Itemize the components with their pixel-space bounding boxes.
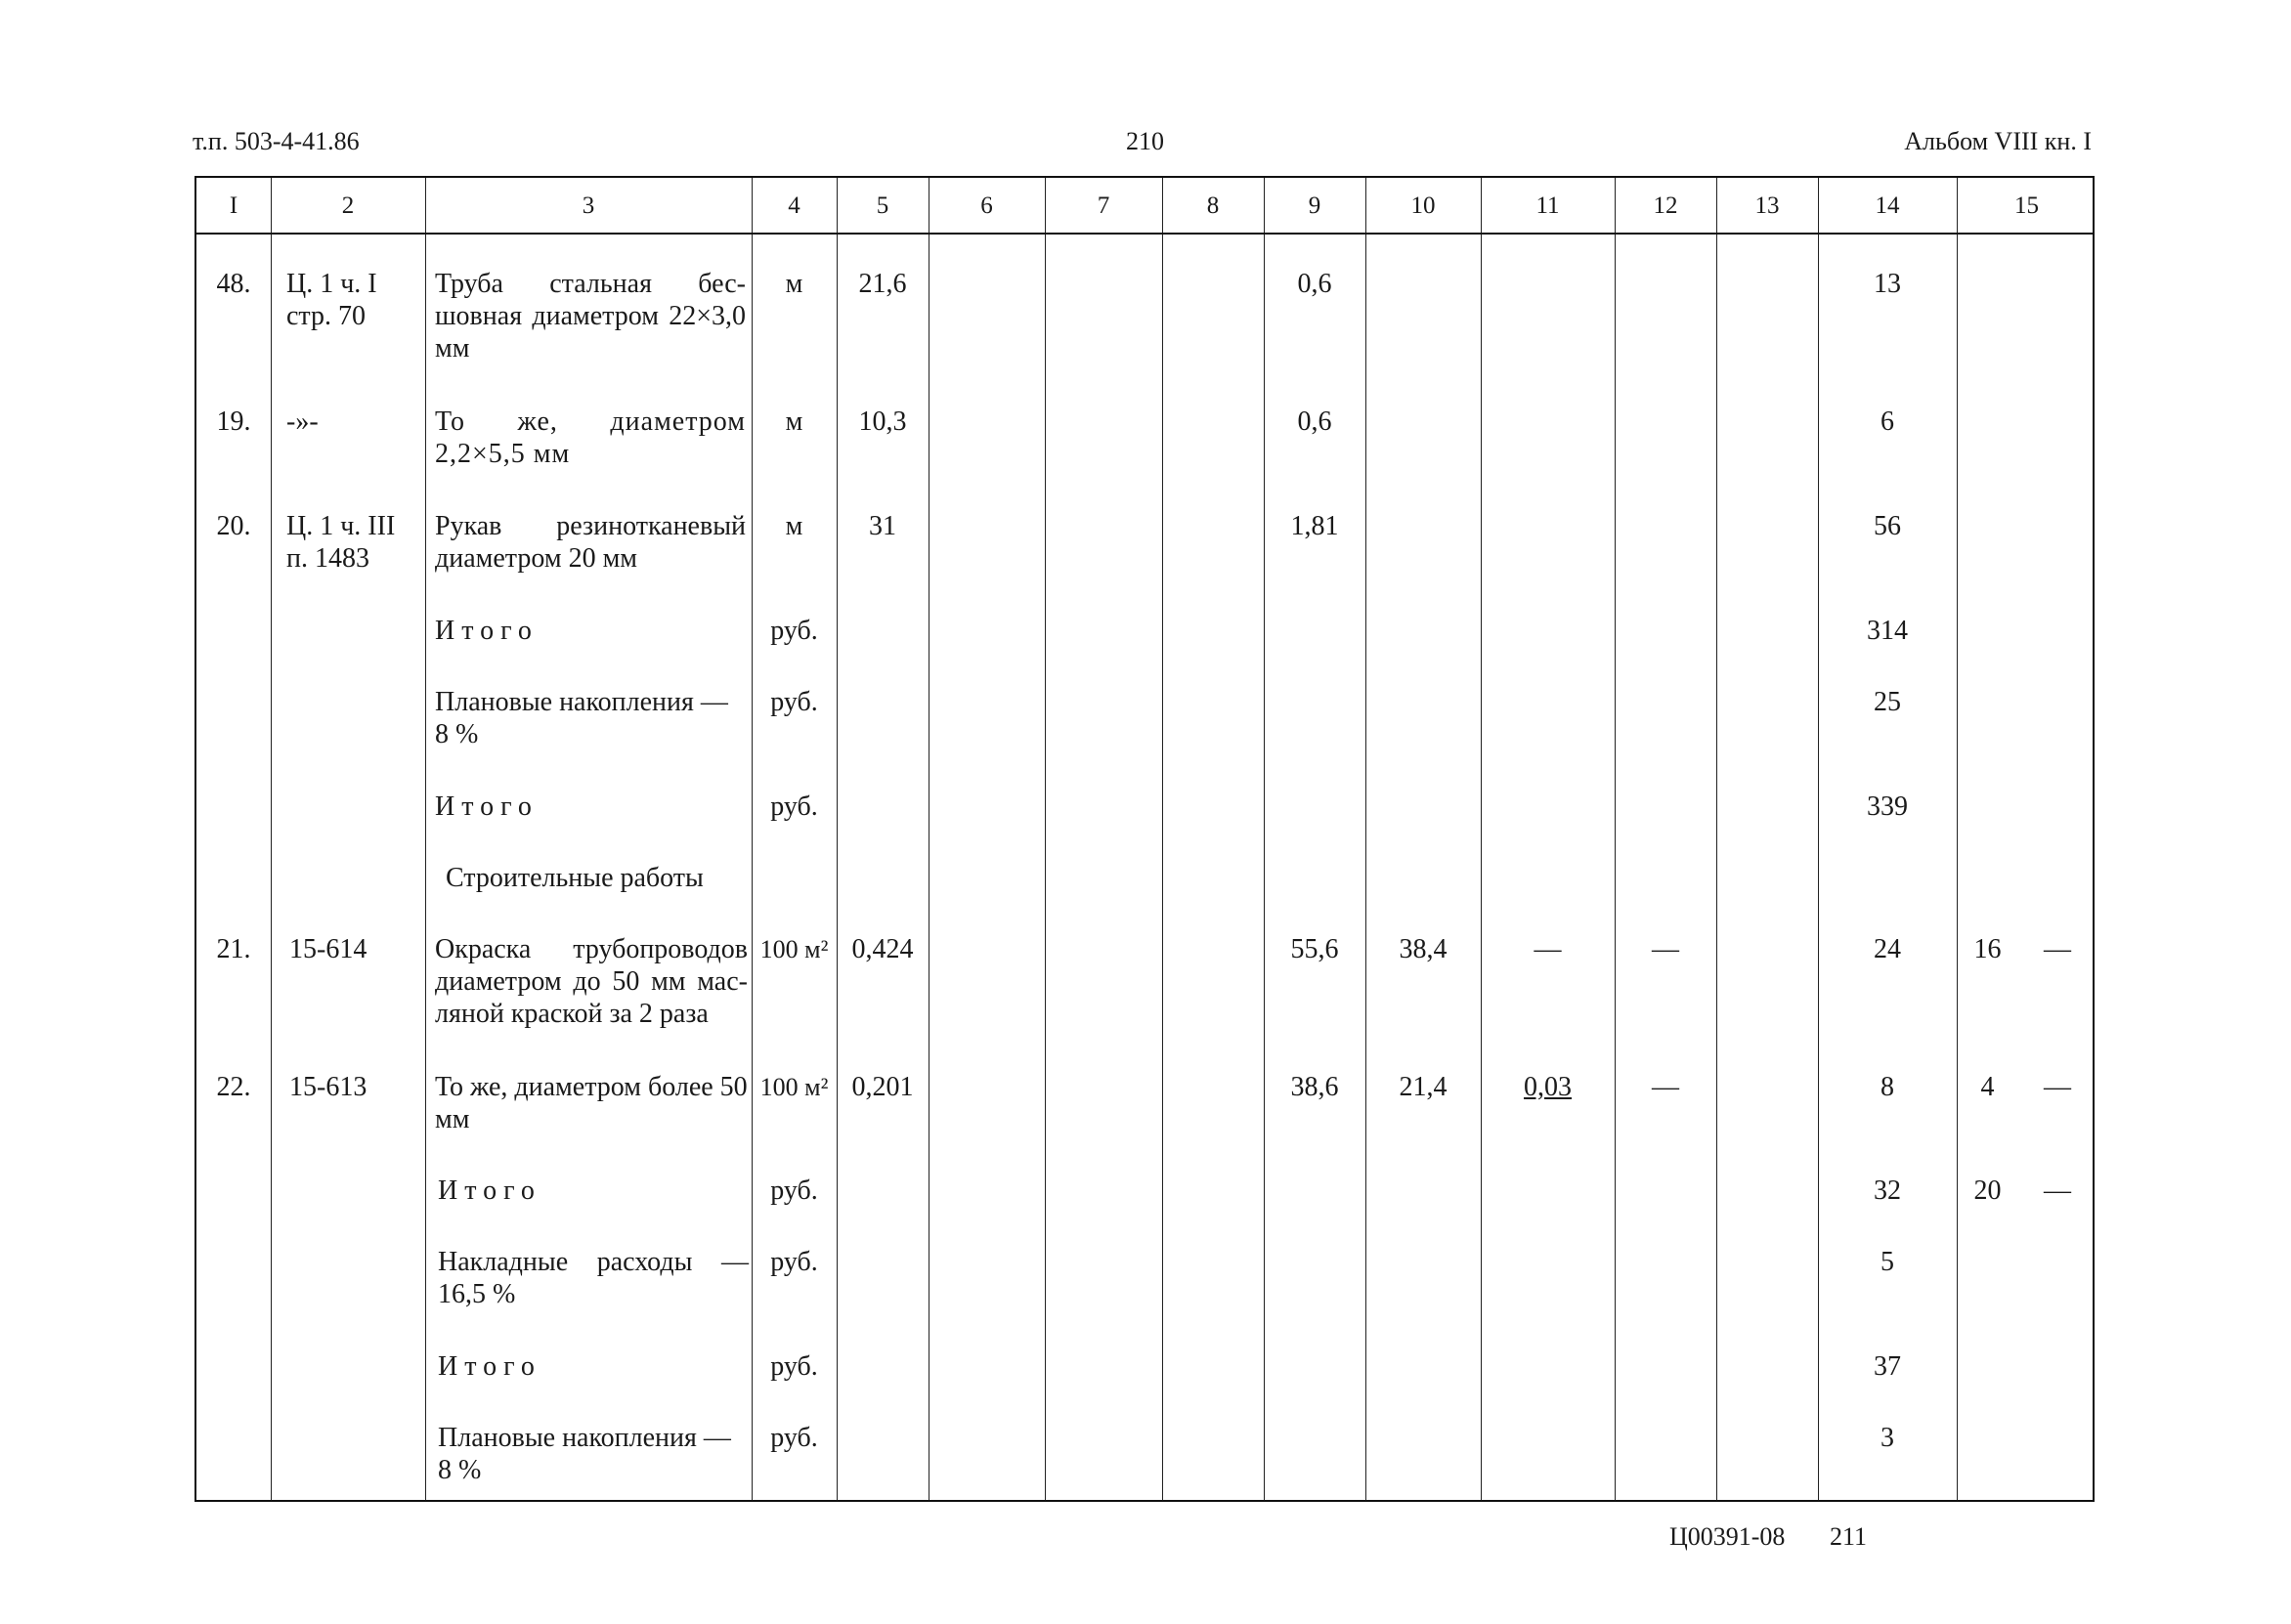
row-col9: 1,81 — [1290, 511, 1339, 541]
row-description: То же, диаметром 2,2×5,5 мм — [435, 406, 746, 469]
row-number: 22. — [216, 1072, 251, 1102]
row-col11: 0,03 — [1524, 1072, 1572, 1102]
row-description: Накладные расходы — 16,5 % — [438, 1247, 749, 1309]
column-header: 5 — [876, 192, 889, 219]
column-divider — [1264, 178, 1265, 1500]
column-header: 3 — [582, 192, 595, 219]
row-description: Итого — [435, 616, 539, 646]
row-number: 48. — [216, 269, 251, 299]
row-description: Итого — [438, 1351, 541, 1382]
row-unit: руб. — [770, 616, 818, 646]
row-col14: 4 — [1980, 1072, 1995, 1102]
column-header: 4 — [788, 192, 800, 219]
row-col13: 3 — [1880, 1423, 1894, 1453]
row-col14: 16 — [1973, 934, 2002, 964]
row-description: Рукав резинотканевый диаметром 20 мм — [435, 511, 746, 574]
row-description: Плановые накопления — 8 % — [438, 1423, 731, 1485]
column-divider — [271, 178, 272, 1500]
row-col9: 38,6 — [1290, 1072, 1339, 1102]
row-description: Плановые накопления — 8 % — [435, 687, 728, 749]
row-col13: 56 — [1874, 511, 1901, 541]
column-divider — [1957, 178, 1958, 1500]
row-col14: 20 — [1973, 1175, 2002, 1206]
header-rule — [196, 233, 2093, 235]
row-col13: 5 — [1880, 1247, 1894, 1277]
column-divider — [752, 178, 753, 1500]
section-heading: Строительные работы — [446, 863, 704, 893]
row-reference: Ц. 1 ч. III п. 1483 — [286, 511, 396, 574]
row-col15: — — [2044, 1072, 2071, 1102]
row-unit: руб. — [770, 1351, 818, 1382]
footer-code: Ц00391-08 — [1669, 1522, 1786, 1551]
column-header: 7 — [1097, 192, 1110, 219]
row-col12: — — [1652, 934, 1679, 964]
column-header: I — [229, 192, 238, 219]
row-col13: 314 — [1867, 616, 1908, 646]
document-code: т.п. 503-4-41.86 — [193, 127, 360, 155]
estimate-table — [195, 176, 2095, 1502]
column-header: 11 — [1535, 192, 1560, 219]
column-header: 8 — [1206, 192, 1220, 219]
row-col15: — — [2044, 1175, 2071, 1206]
row-reference: Ц. 1 ч. I стр. 70 — [286, 269, 377, 331]
column-divider — [837, 178, 838, 1500]
column-header: 13 — [1754, 192, 1780, 219]
row-quantity: 0,201 — [851, 1072, 914, 1102]
row-description: Итого — [438, 1175, 541, 1206]
column-divider — [1481, 178, 1482, 1500]
row-description: Итого — [435, 791, 539, 822]
row-unit: руб. — [770, 687, 818, 717]
row-col15: — — [2044, 934, 2071, 964]
row-unit: 100 м² — [759, 1073, 829, 1101]
footer-page-number: 211 — [1830, 1522, 1868, 1551]
column-divider — [1162, 178, 1163, 1500]
row-col9: 55,6 — [1290, 934, 1339, 964]
row-col13: 24 — [1874, 934, 1901, 964]
row-quantity: 0,424 — [851, 934, 914, 964]
row-description: Окраска трубопроводов диаметром до 50 мм мас-ляной краской за 2 раза — [435, 934, 748, 1029]
row-unit: м — [785, 269, 803, 299]
row-col13: 25 — [1874, 687, 1901, 717]
row-col13: 37 — [1874, 1351, 1901, 1382]
column-header: 14 — [1875, 192, 1900, 219]
row-reference: 15-614 — [289, 934, 367, 964]
row-col13: 13 — [1874, 269, 1901, 299]
column-divider — [425, 178, 426, 1500]
row-col11: — — [1534, 934, 1562, 964]
row-quantity: 31 — [869, 511, 896, 541]
row-reference: 15-613 — [289, 1072, 367, 1102]
column-header: 6 — [980, 192, 993, 219]
column-divider — [1045, 178, 1046, 1500]
row-col10: 21,4 — [1399, 1072, 1448, 1102]
column-header: 10 — [1410, 192, 1436, 219]
row-col13: 6 — [1880, 406, 1894, 437]
row-reference: -»- — [286, 406, 319, 437]
row-unit: руб. — [770, 1175, 818, 1206]
row-unit: м — [785, 511, 803, 541]
column-header: 15 — [2014, 192, 2039, 219]
row-col12: — — [1652, 1072, 1679, 1102]
column-divider — [1818, 178, 1819, 1500]
row-unit: руб. — [770, 1247, 818, 1277]
column-header: 9 — [1308, 192, 1321, 219]
row-unit: руб. — [770, 791, 818, 822]
row-quantity: 21,6 — [858, 269, 907, 299]
page-number: 210 — [1126, 127, 1164, 155]
column-divider — [1716, 178, 1717, 1500]
row-quantity: 10,3 — [858, 406, 907, 437]
row-number: 20. — [216, 511, 251, 541]
row-col10: 38,4 — [1399, 934, 1448, 964]
column-divider — [1615, 178, 1616, 1500]
row-number: 19. — [216, 406, 251, 437]
row-unit: 100 м² — [759, 935, 829, 963]
row-col9: 0,6 — [1297, 269, 1332, 299]
column-header: 12 — [1653, 192, 1678, 219]
column-divider — [1365, 178, 1366, 1500]
row-col13: 339 — [1867, 791, 1908, 822]
row-col13: 32 — [1874, 1175, 1901, 1206]
row-col13: 8 — [1880, 1072, 1894, 1102]
row-unit: м — [785, 406, 803, 437]
column-header: 2 — [341, 192, 355, 219]
row-number: 21. — [216, 934, 251, 964]
row-col9: 0,6 — [1297, 406, 1332, 437]
row-description: То же, диаметром более 50 мм — [435, 1072, 748, 1134]
album-label: Альбом VIII кн. I — [1904, 127, 2092, 155]
row-unit: руб. — [770, 1423, 818, 1453]
row-description: Труба стальная бес-шовная диаметром 22×3,0 мм — [435, 269, 746, 363]
